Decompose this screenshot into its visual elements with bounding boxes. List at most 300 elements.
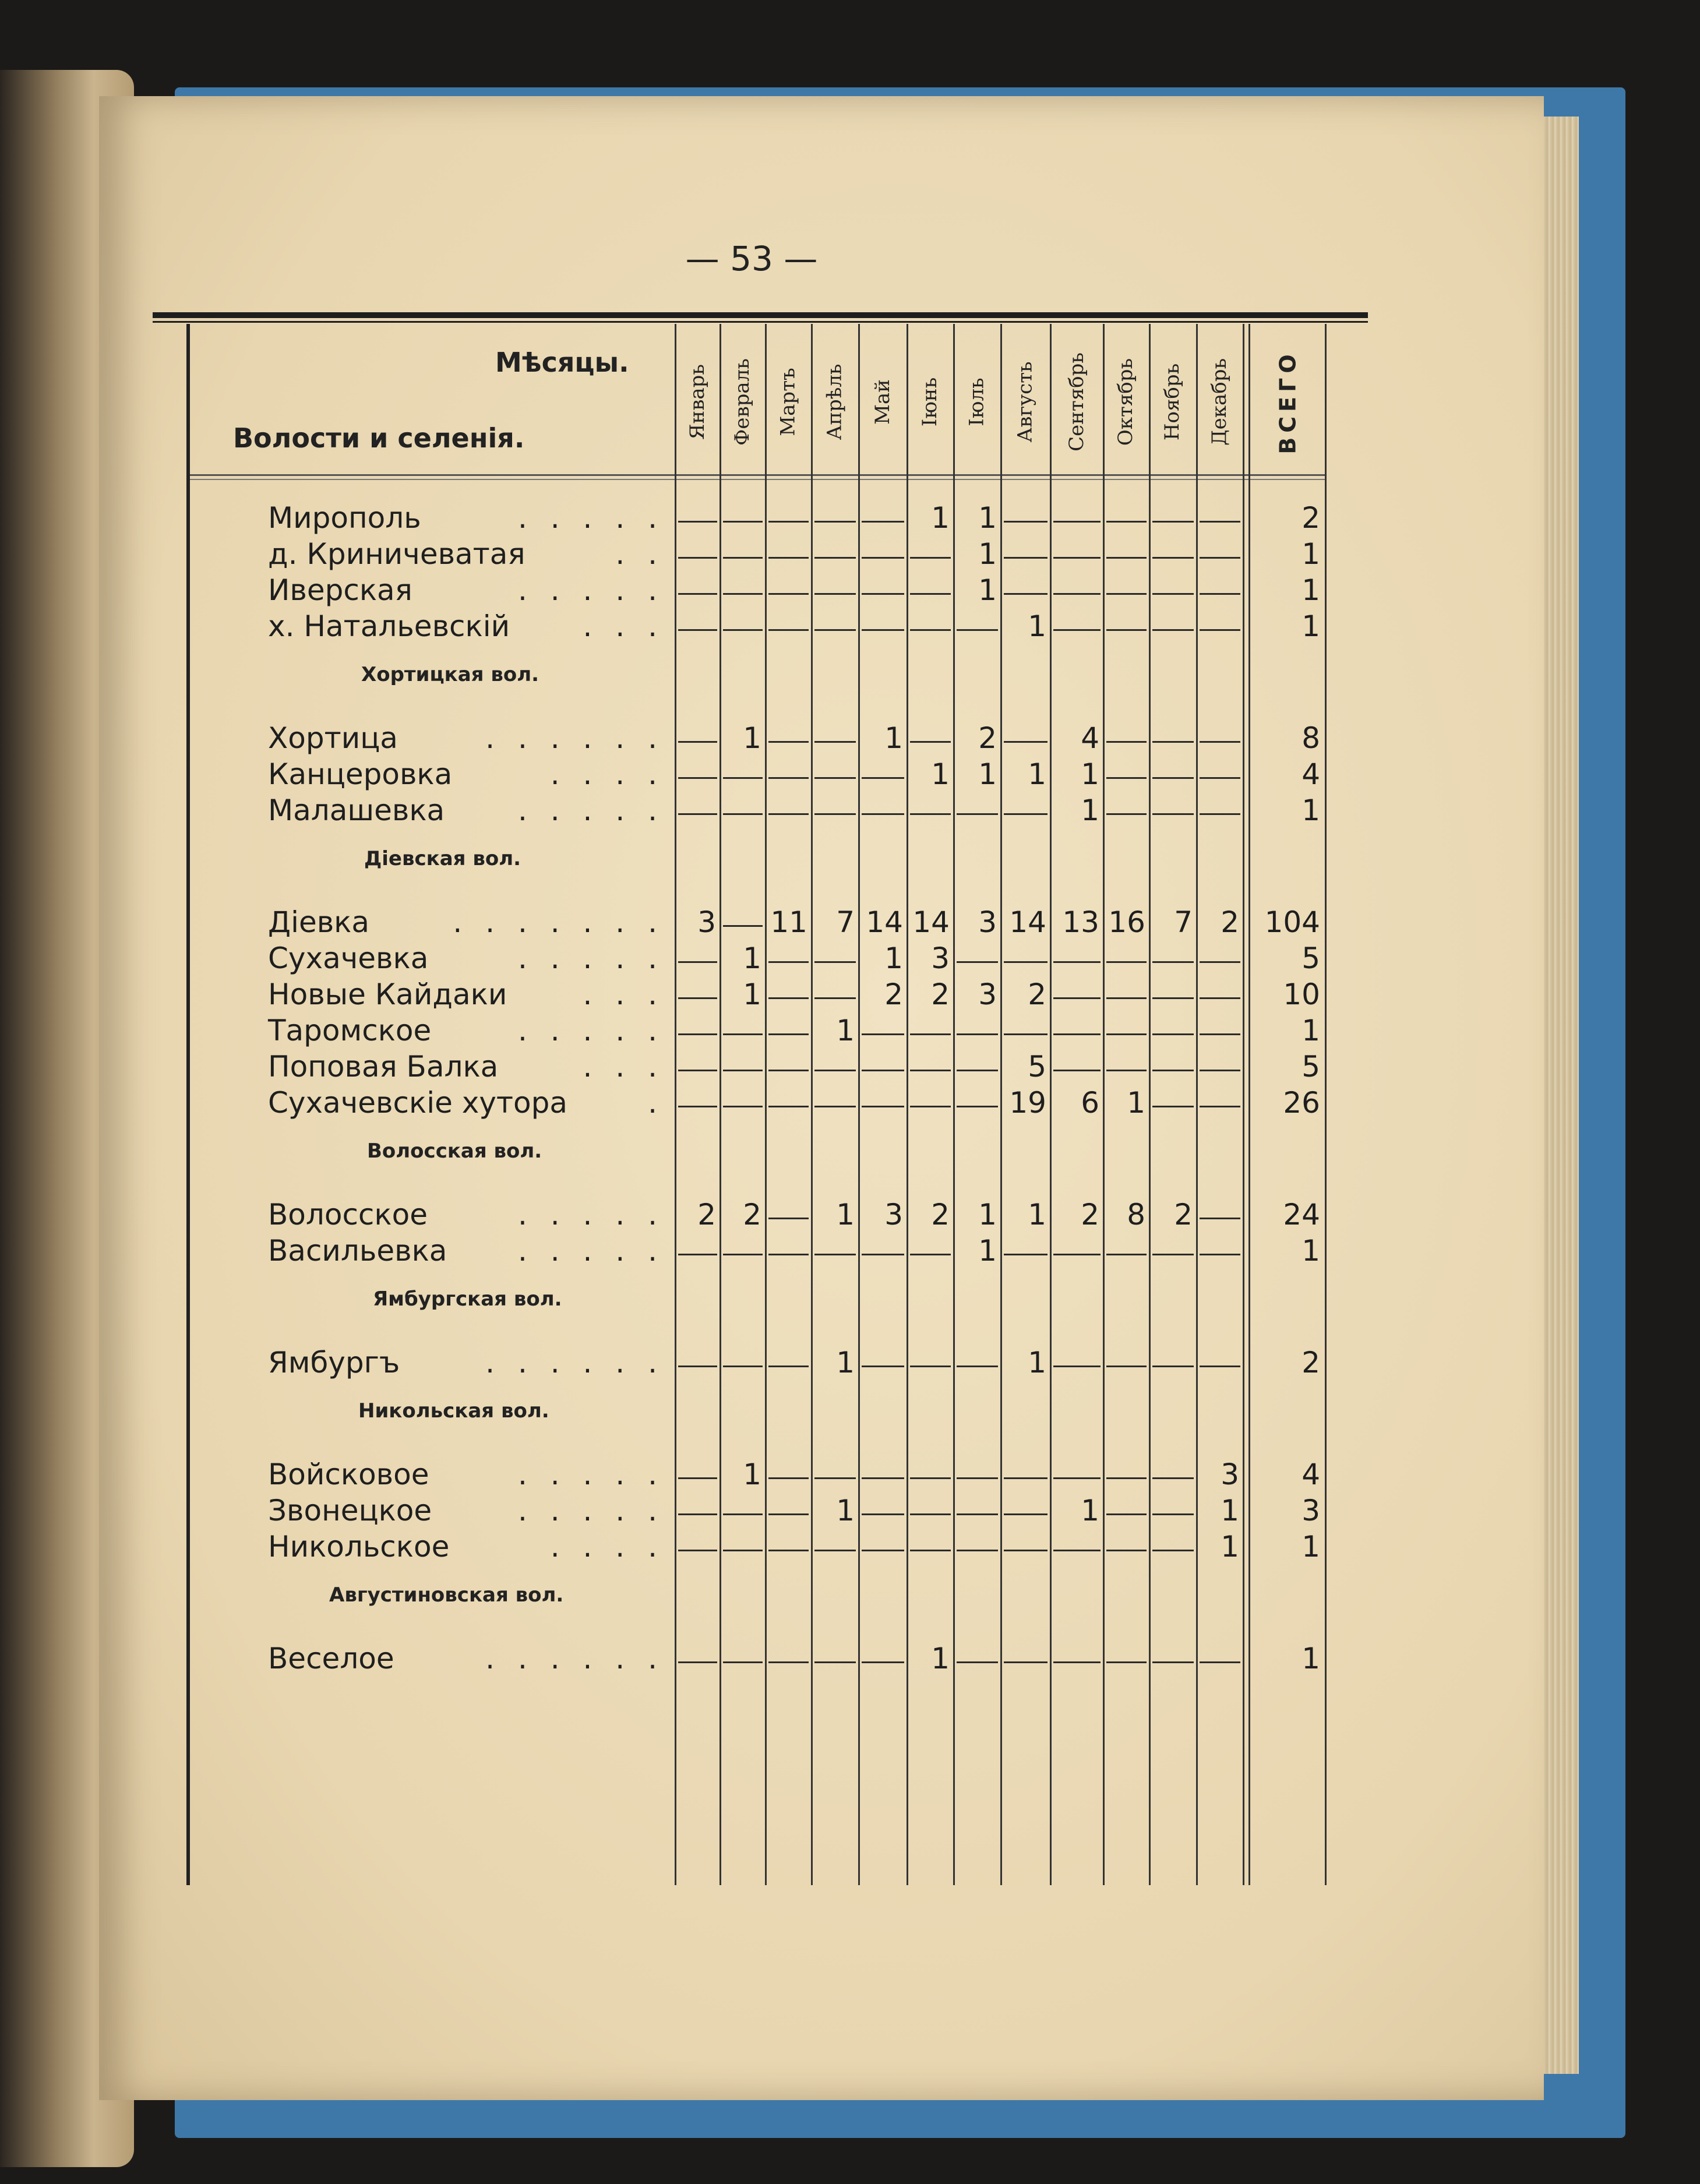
empty-cell-dash bbox=[1053, 1070, 1101, 1071]
empty-cell-dash bbox=[678, 813, 717, 815]
empty-cell-dash bbox=[910, 593, 951, 595]
month-value: 14 bbox=[1009, 905, 1046, 939]
empty-cell-dash bbox=[862, 1513, 904, 1515]
row-total: 1 bbox=[1302, 537, 1320, 571]
month-value: 3 bbox=[1221, 1458, 1239, 1491]
empty-cell-dash bbox=[1152, 1033, 1194, 1035]
row-total: 5 bbox=[1302, 941, 1320, 975]
empty-cell-dash bbox=[723, 1254, 763, 1255]
empty-cell-dash bbox=[768, 777, 809, 779]
leader-dots: . . . . bbox=[550, 757, 664, 791]
leader-dots: . . . . . bbox=[517, 1234, 664, 1268]
row-total: 1 bbox=[1302, 793, 1320, 827]
empty-cell-dash bbox=[768, 1106, 809, 1107]
empty-cell-dash bbox=[1106, 521, 1147, 523]
volost-heading: Ямбургская вол. bbox=[373, 1287, 562, 1311]
village-name: Войсковое bbox=[268, 1458, 429, 1491]
row-total: 4 bbox=[1302, 757, 1320, 791]
empty-cell-dash bbox=[1004, 1513, 1047, 1515]
empty-cell-dash bbox=[862, 1070, 904, 1071]
empty-cell-dash bbox=[1106, 1661, 1147, 1663]
month-header bbox=[811, 338, 858, 466]
empty-cell-dash bbox=[1053, 521, 1101, 523]
empty-cell-dash bbox=[768, 741, 809, 743]
month-value: 2 bbox=[1174, 1198, 1193, 1232]
village-name: Никольское bbox=[268, 1530, 450, 1564]
empty-cell-dash bbox=[862, 1477, 904, 1479]
empty-cell-dash bbox=[1106, 557, 1147, 559]
empty-cell-dash bbox=[1106, 1366, 1147, 1367]
empty-cell-dash bbox=[1106, 961, 1147, 963]
empty-cell-dash bbox=[957, 813, 998, 815]
empty-cell-dash bbox=[1106, 1513, 1147, 1515]
empty-cell-dash bbox=[1106, 1254, 1147, 1255]
leader-dots: . . . . . bbox=[517, 1198, 664, 1232]
empty-cell-dash bbox=[910, 1550, 951, 1551]
empty-cell-dash bbox=[768, 1033, 809, 1035]
village-name: Иверская bbox=[268, 573, 412, 607]
village-name: Новые Кайдаки bbox=[268, 978, 507, 1011]
empty-cell-dash bbox=[814, 521, 856, 523]
header-rule-2 bbox=[186, 479, 1325, 480]
month-value: 2 bbox=[1028, 978, 1046, 1011]
empty-cell-dash bbox=[862, 521, 904, 523]
month-header bbox=[675, 338, 719, 466]
empty-cell-dash bbox=[723, 521, 763, 523]
empty-cell-dash bbox=[862, 1366, 904, 1367]
empty-cell-dash bbox=[814, 629, 856, 631]
volost-heading: Августиновская вол. bbox=[329, 1583, 564, 1607]
table-row bbox=[0, 978, 1700, 1014]
month-value: 1 bbox=[1028, 609, 1046, 643]
empty-cell-dash bbox=[1004, 961, 1047, 963]
empty-cell-dash bbox=[1004, 557, 1047, 559]
month-value: 2 bbox=[931, 978, 950, 1011]
empty-cell-dash bbox=[723, 1513, 763, 1515]
month-value: 3 bbox=[978, 905, 997, 939]
month-header-label: Январь bbox=[685, 364, 709, 440]
empty-cell-dash bbox=[768, 629, 809, 631]
table-row bbox=[0, 1642, 1700, 1678]
empty-cell-dash bbox=[957, 1513, 998, 1515]
empty-cell-dash bbox=[723, 925, 763, 927]
leader-dots: . . . bbox=[583, 609, 664, 643]
leader-dots: . . . . . bbox=[517, 1014, 664, 1047]
empty-cell-dash bbox=[768, 1254, 809, 1255]
month-value: 2 bbox=[743, 1198, 761, 1232]
month-value: 1 bbox=[978, 757, 997, 791]
month-header-label: Августь bbox=[1013, 361, 1037, 443]
empty-cell-dash bbox=[1152, 1661, 1194, 1663]
village-name: Малашевка bbox=[268, 793, 445, 827]
empty-cell-dash bbox=[723, 557, 763, 559]
row-total: 4 bbox=[1302, 1458, 1320, 1491]
empty-cell-dash bbox=[814, 813, 856, 815]
page-number: — 53 — bbox=[685, 239, 818, 278]
village-name: Волосское bbox=[268, 1198, 428, 1232]
month-header bbox=[1050, 338, 1103, 466]
empty-cell-dash bbox=[678, 961, 717, 963]
leader-dots: . . . . . . bbox=[485, 1346, 664, 1379]
regions-label: Волости и селенія. bbox=[233, 422, 525, 454]
month-header-label: Декабрь bbox=[1208, 358, 1231, 446]
empty-cell-dash bbox=[1053, 961, 1101, 963]
empty-cell-dash bbox=[910, 557, 951, 559]
leader-dots: . . . . . bbox=[517, 793, 664, 827]
month-value: 11 bbox=[770, 905, 807, 939]
empty-cell-dash bbox=[1152, 1513, 1194, 1515]
empty-cell-dash bbox=[723, 777, 763, 779]
empty-cell-dash bbox=[1152, 741, 1194, 743]
empty-cell-dash bbox=[814, 1661, 856, 1663]
empty-cell-dash bbox=[957, 1661, 998, 1663]
month-header bbox=[765, 338, 811, 466]
month-value: 1 bbox=[1081, 1494, 1099, 1527]
month-value: 2 bbox=[931, 1198, 950, 1232]
table-row bbox=[0, 1050, 1700, 1086]
empty-cell-dash bbox=[1152, 997, 1194, 999]
month-value: 2 bbox=[884, 978, 903, 1011]
empty-cell-dash bbox=[957, 1550, 998, 1551]
row-total: 5 bbox=[1302, 1050, 1320, 1084]
leader-dots: . . . . . bbox=[517, 501, 664, 535]
row-total: 8 bbox=[1302, 721, 1320, 755]
empty-cell-dash bbox=[1200, 1218, 1240, 1219]
month-value: 1 bbox=[1221, 1530, 1239, 1564]
empty-cell-dash bbox=[910, 1366, 951, 1367]
table-row bbox=[0, 1234, 1700, 1270]
empty-cell-dash bbox=[678, 1070, 717, 1071]
empty-cell-dash bbox=[768, 593, 809, 595]
month-value: 1 bbox=[931, 757, 950, 791]
empty-cell-dash bbox=[1152, 1550, 1194, 1551]
volost-heading: Діевская вол. bbox=[364, 847, 521, 870]
empty-cell-dash bbox=[768, 997, 809, 999]
month-value: 6 bbox=[1081, 1086, 1099, 1120]
village-name: Хортица bbox=[268, 721, 398, 755]
empty-cell-dash bbox=[862, 557, 904, 559]
empty-cell-dash bbox=[1004, 1661, 1047, 1663]
row-total: 104 bbox=[1264, 905, 1320, 939]
month-value: 1 bbox=[978, 501, 997, 535]
month-value: 1 bbox=[1221, 1494, 1239, 1527]
empty-cell-dash bbox=[678, 1513, 717, 1515]
month-header-label: Іюль bbox=[965, 377, 989, 426]
month-value: 3 bbox=[978, 978, 997, 1011]
table-row bbox=[0, 609, 1700, 645]
empty-cell-dash bbox=[1200, 521, 1240, 523]
table-row bbox=[0, 905, 1700, 941]
leader-dots: . bbox=[648, 1086, 664, 1120]
empty-cell-dash bbox=[1200, 741, 1240, 743]
table-row bbox=[0, 1458, 1700, 1494]
empty-cell-dash bbox=[1053, 593, 1101, 595]
empty-cell-dash bbox=[957, 961, 998, 963]
empty-cell-dash bbox=[678, 1477, 717, 1479]
empty-cell-dash bbox=[814, 1106, 856, 1107]
leader-dots: . . . . . . bbox=[485, 1642, 664, 1675]
month-header-label: Май bbox=[870, 379, 894, 425]
empty-cell-dash bbox=[1152, 1254, 1194, 1255]
month-header bbox=[1103, 338, 1149, 466]
table-row bbox=[0, 793, 1700, 830]
top-rule bbox=[153, 312, 1368, 318]
month-value: 1 bbox=[978, 1198, 997, 1232]
month-value: 7 bbox=[836, 905, 855, 939]
empty-cell-dash bbox=[1106, 1477, 1147, 1479]
table-row bbox=[0, 1346, 1700, 1382]
month-header bbox=[1149, 338, 1196, 466]
leader-dots: . . bbox=[615, 537, 664, 571]
month-value: 1 bbox=[978, 573, 997, 607]
village-name: Ямбургъ bbox=[268, 1346, 400, 1379]
empty-cell-dash bbox=[1053, 629, 1101, 631]
table-row bbox=[0, 757, 1700, 793]
table-row bbox=[0, 1494, 1700, 1530]
empty-cell-dash bbox=[768, 1218, 809, 1219]
empty-cell-dash bbox=[723, 593, 763, 595]
empty-cell-dash bbox=[1004, 741, 1047, 743]
empty-cell-dash bbox=[814, 1070, 856, 1071]
empty-cell-dash bbox=[814, 777, 856, 779]
month-header-label: Іюнь bbox=[918, 377, 942, 427]
empty-cell-dash bbox=[723, 1033, 763, 1035]
month-header-label: Сентябрь bbox=[1064, 352, 1088, 451]
empty-cell-dash bbox=[768, 1477, 809, 1479]
village-name: Таромское bbox=[268, 1014, 432, 1047]
empty-cell-dash bbox=[1200, 813, 1240, 815]
empty-cell-dash bbox=[862, 813, 904, 815]
empty-cell-dash bbox=[723, 629, 763, 631]
empty-cell-dash bbox=[1152, 1070, 1194, 1071]
empty-cell-dash bbox=[1152, 777, 1194, 779]
month-value: 1 bbox=[1081, 757, 1099, 791]
village-name: д. Криничеватая bbox=[268, 537, 525, 571]
empty-cell-dash bbox=[814, 961, 856, 963]
month-header-label: Октябрь bbox=[1114, 358, 1138, 446]
village-name: Веселое bbox=[268, 1642, 394, 1675]
leader-dots: . . . . . bbox=[517, 1458, 664, 1491]
empty-cell-dash bbox=[1004, 593, 1047, 595]
month-value: 5 bbox=[1028, 1050, 1046, 1084]
month-value: 1 bbox=[743, 978, 761, 1011]
table-row bbox=[0, 573, 1700, 609]
table-row bbox=[0, 1014, 1700, 1050]
empty-cell-dash bbox=[678, 1033, 717, 1035]
empty-cell-dash bbox=[678, 1661, 717, 1663]
empty-cell-dash bbox=[957, 1477, 998, 1479]
leader-dots: . . . . bbox=[550, 1530, 664, 1564]
empty-cell-dash bbox=[678, 521, 717, 523]
empty-cell-dash bbox=[768, 1550, 809, 1551]
empty-cell-dash bbox=[910, 1477, 951, 1479]
row-total: 1 bbox=[1302, 1642, 1320, 1675]
empty-cell-dash bbox=[1200, 557, 1240, 559]
empty-cell-dash bbox=[1053, 1550, 1101, 1551]
empty-cell-dash bbox=[1200, 1033, 1240, 1035]
month-value: 1 bbox=[1127, 1086, 1145, 1120]
month-header-label: Апрѣль bbox=[823, 364, 847, 440]
total-header bbox=[1251, 338, 1325, 466]
month-value: 2 bbox=[697, 1198, 716, 1232]
empty-cell-dash bbox=[1152, 813, 1194, 815]
empty-cell-dash bbox=[1200, 961, 1240, 963]
empty-cell-dash bbox=[768, 521, 809, 523]
empty-cell-dash bbox=[814, 741, 856, 743]
month-value: 1 bbox=[978, 1234, 997, 1268]
empty-cell-dash bbox=[957, 1033, 998, 1035]
leader-dots: . . . bbox=[583, 978, 664, 1011]
empty-cell-dash bbox=[1106, 777, 1147, 779]
empty-cell-dash bbox=[723, 1106, 763, 1107]
row-total: 1 bbox=[1302, 609, 1320, 643]
empty-cell-dash bbox=[1106, 629, 1147, 631]
empty-cell-dash bbox=[1106, 593, 1147, 595]
empty-cell-dash bbox=[910, 741, 951, 743]
empty-cell-dash bbox=[957, 629, 998, 631]
leader-dots: . . . . . bbox=[517, 1494, 664, 1527]
empty-cell-dash bbox=[910, 629, 951, 631]
empty-cell-dash bbox=[1053, 1366, 1101, 1367]
month-value: 1 bbox=[836, 1014, 855, 1047]
leader-dots: . . . . . . . bbox=[453, 905, 664, 939]
empty-cell-dash bbox=[862, 777, 904, 779]
empty-cell-dash bbox=[678, 777, 717, 779]
month-header bbox=[907, 338, 953, 466]
month-value: 2 bbox=[978, 721, 997, 755]
leader-dots: . . . . . bbox=[517, 573, 664, 607]
month-value: 7 bbox=[1174, 905, 1193, 939]
empty-cell-dash bbox=[723, 1366, 763, 1367]
empty-cell-dash bbox=[1200, 997, 1240, 999]
month-header-label: Мартъ bbox=[776, 368, 800, 436]
empty-cell-dash bbox=[723, 1070, 763, 1071]
empty-cell-dash bbox=[1200, 1070, 1240, 1071]
month-value: 14 bbox=[866, 905, 903, 939]
empty-cell-dash bbox=[1152, 1477, 1194, 1479]
row-total: 2 bbox=[1302, 1346, 1320, 1379]
empty-cell-dash bbox=[1200, 629, 1240, 631]
village-name: Діевка bbox=[268, 905, 370, 939]
empty-cell-dash bbox=[814, 1477, 856, 1479]
row-total: 24 bbox=[1283, 1198, 1320, 1232]
empty-cell-dash bbox=[1053, 1661, 1101, 1663]
empty-cell-dash bbox=[1152, 1106, 1194, 1107]
empty-cell-dash bbox=[862, 1106, 904, 1107]
empty-cell-dash bbox=[1200, 1366, 1240, 1367]
empty-cell-dash bbox=[768, 1366, 809, 1367]
month-value: 19 bbox=[1009, 1086, 1046, 1120]
empty-cell-dash bbox=[678, 1550, 717, 1551]
month-value: 14 bbox=[912, 905, 950, 939]
month-value: 2 bbox=[1221, 905, 1239, 939]
month-value: 1 bbox=[836, 1346, 855, 1379]
empty-cell-dash bbox=[814, 1550, 856, 1551]
leader-dots: . . . bbox=[583, 1050, 664, 1084]
volost-heading: Хортицкая вол. bbox=[361, 663, 539, 686]
row-total: 1 bbox=[1302, 1014, 1320, 1047]
empty-cell-dash bbox=[678, 1366, 717, 1367]
empty-cell-dash bbox=[768, 1070, 809, 1071]
month-header bbox=[1196, 338, 1243, 466]
empty-cell-dash bbox=[1053, 557, 1101, 559]
month-header-label: Ноябрь bbox=[1161, 363, 1184, 441]
empty-cell-dash bbox=[1200, 777, 1240, 779]
empty-cell-dash bbox=[910, 1033, 951, 1035]
village-name: Поповая Балка bbox=[268, 1050, 499, 1084]
empty-cell-dash bbox=[910, 1254, 951, 1255]
village-name: Сухачевка bbox=[268, 941, 429, 975]
empty-cell-dash bbox=[814, 997, 856, 999]
leader-dots: . . . . . bbox=[517, 941, 664, 975]
empty-cell-dash bbox=[910, 813, 951, 815]
empty-cell-dash bbox=[1106, 813, 1147, 815]
empty-cell-dash bbox=[1152, 629, 1194, 631]
empty-cell-dash bbox=[678, 593, 717, 595]
row-total: 1 bbox=[1302, 573, 1320, 607]
table-row bbox=[0, 1198, 1700, 1234]
empty-cell-dash bbox=[862, 629, 904, 631]
table-row bbox=[0, 721, 1700, 757]
empty-cell-dash bbox=[1106, 1033, 1147, 1035]
empty-cell-dash bbox=[862, 1550, 904, 1551]
empty-cell-dash bbox=[768, 1513, 809, 1515]
empty-cell-dash bbox=[814, 557, 856, 559]
month-value: 1 bbox=[836, 1198, 855, 1232]
empty-cell-dash bbox=[957, 1366, 998, 1367]
empty-cell-dash bbox=[678, 1106, 717, 1107]
empty-cell-dash bbox=[1152, 521, 1194, 523]
month-value: 3 bbox=[697, 905, 716, 939]
village-name: Мирополь bbox=[268, 501, 421, 535]
month-value: 1 bbox=[743, 1458, 761, 1491]
empty-cell-dash bbox=[678, 557, 717, 559]
empty-cell-dash bbox=[678, 1254, 717, 1255]
month-value: 1 bbox=[1028, 757, 1046, 791]
empty-cell-dash bbox=[957, 1106, 998, 1107]
table-row bbox=[0, 537, 1700, 573]
empty-cell-dash bbox=[862, 1033, 904, 1035]
empty-cell-dash bbox=[1152, 593, 1194, 595]
empty-cell-dash bbox=[910, 1070, 951, 1071]
empty-cell-dash bbox=[1200, 1661, 1240, 1663]
leader-dots: . . . . . . bbox=[485, 721, 664, 755]
month-value: 1 bbox=[1028, 1346, 1046, 1379]
month-header-label: Февраль bbox=[731, 358, 754, 446]
table-row bbox=[0, 1086, 1700, 1122]
village-name: х. Натальевскій bbox=[268, 609, 510, 643]
month-value: 2 bbox=[1081, 1198, 1099, 1232]
table-row bbox=[0, 501, 1700, 537]
header-rule bbox=[186, 474, 1325, 476]
month-value: 13 bbox=[1062, 905, 1099, 939]
month-value: 1 bbox=[743, 941, 761, 975]
empty-cell-dash bbox=[1106, 997, 1147, 999]
empty-cell-dash bbox=[678, 997, 717, 999]
month-value: 16 bbox=[1108, 905, 1145, 939]
empty-cell-dash bbox=[678, 629, 717, 631]
empty-cell-dash bbox=[1053, 997, 1101, 999]
empty-cell-dash bbox=[1152, 557, 1194, 559]
month-header bbox=[858, 338, 907, 466]
table-row bbox=[0, 941, 1700, 978]
row-total: 26 bbox=[1283, 1086, 1320, 1120]
empty-cell-dash bbox=[814, 593, 856, 595]
row-total: 2 bbox=[1302, 501, 1320, 535]
month-value: 1 bbox=[978, 537, 997, 571]
empty-cell-dash bbox=[1152, 961, 1194, 963]
empty-cell-dash bbox=[862, 1661, 904, 1663]
